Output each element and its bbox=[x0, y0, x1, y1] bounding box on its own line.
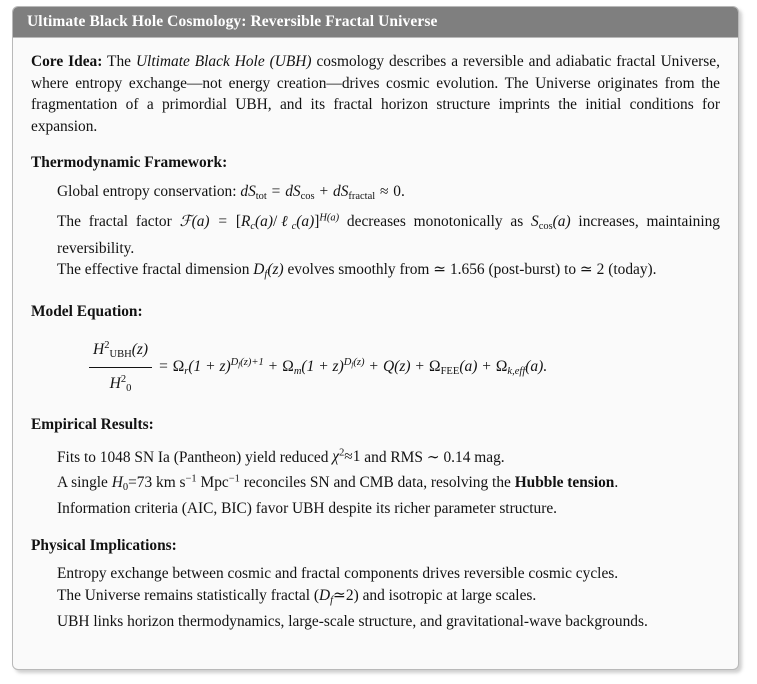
omega-k-symbol: Ω bbox=[495, 357, 508, 375]
H-unit-mpc: Mpc bbox=[196, 473, 229, 491]
exp1-D: D bbox=[230, 356, 239, 368]
empirical-line2-mid: reconciles SN and CMB data, resolving the bbox=[239, 473, 515, 491]
physical-line-3: UBH links horizon thermodynamics, large-scale structure, and gravitational-wave backgrounds. bbox=[57, 613, 648, 631]
omega-fee-subscript: FEE bbox=[440, 365, 460, 377]
exponent-2 bbox=[344, 357, 365, 368]
spacer bbox=[31, 399, 720, 414]
num-argument: (z) bbox=[131, 340, 149, 358]
spacer bbox=[31, 520, 720, 535]
chi-exponent: 2 bbox=[339, 447, 345, 459]
empirical-line2-post: . bbox=[614, 473, 619, 491]
thermo-line-1 bbox=[57, 181, 720, 208]
thermo-line2-math: ℱ(a) = $[R_c(a)/\ell_c(a)]^{H(a)}$ bbox=[179, 211, 340, 233]
empirical-line1-mid: and RMS bbox=[360, 448, 427, 466]
spacer bbox=[31, 322, 720, 335]
section-heading-empirical-results: Empirical Results: bbox=[31, 416, 154, 434]
fractal-dimension-value bbox=[319, 587, 354, 604]
hubble-tension-bold: Hubble tension bbox=[514, 473, 615, 491]
den-subscript: 0 bbox=[126, 382, 132, 394]
thermodynamic-list bbox=[57, 181, 720, 286]
den-H: H bbox=[109, 374, 121, 392]
thermo-line-3 bbox=[57, 259, 720, 286]
term-omega-r bbox=[173, 358, 264, 375]
spacer bbox=[31, 556, 720, 563]
exp2-sub: f bbox=[351, 361, 354, 370]
thermo-line2-mid: decreases monotonically as bbox=[339, 212, 531, 230]
rms-value: ∼ 0.14 bbox=[426, 448, 471, 466]
thermo-line2-pre: The fractal factor bbox=[57, 212, 180, 230]
omega-k-subscript: k,eff bbox=[507, 365, 526, 377]
thermo-line3-value-2: ≃ 2 bbox=[579, 261, 605, 279]
fraction-denominator bbox=[106, 368, 136, 399]
equation-fraction bbox=[89, 335, 152, 399]
H-unit-exp-2: −1 bbox=[228, 472, 240, 484]
core-idea-label: Core Idea: bbox=[31, 53, 103, 70]
physical-list bbox=[57, 563, 720, 633]
num-subscript: UBH bbox=[109, 349, 132, 361]
thermo-line2-math-2: $S_{cos}(a)$ bbox=[531, 212, 571, 233]
exp1-sub: f bbox=[238, 361, 241, 370]
empirical-line-2 bbox=[57, 468, 720, 498]
omega-k-arg: (a). bbox=[525, 357, 548, 375]
exponent-1 bbox=[231, 357, 264, 368]
omega-m-subscript: m bbox=[293, 365, 302, 377]
H-subscript: 0 bbox=[122, 481, 129, 493]
plus-2: + bbox=[369, 357, 379, 375]
model-equation-display bbox=[31, 335, 720, 399]
section-heading-model-equation: Model Equation: bbox=[31, 302, 143, 320]
thermo-line3-mid: evolves smoothly from bbox=[283, 261, 434, 279]
hubble-constant-value bbox=[112, 474, 240, 491]
core-idea-text-1: The bbox=[107, 53, 136, 70]
physical-line2-post: ) and isotropic at large scales. bbox=[353, 586, 537, 604]
H-value: =73 km s bbox=[128, 473, 186, 491]
thermo-line2-post: increases, maintaining reversibility. bbox=[57, 212, 720, 257]
D-symbol: D bbox=[318, 586, 331, 604]
term-omega-fee bbox=[429, 358, 477, 375]
one-plus-z-2: (1 + z) bbox=[301, 357, 344, 375]
equation-right-side bbox=[158, 352, 547, 382]
term-Q: Q(z) bbox=[382, 357, 411, 375]
empirical-line1-pre: Fits to 1048 SN Ia (Pantheon) yield reduced bbox=[57, 448, 333, 466]
equals-sign: = bbox=[159, 357, 168, 375]
spacer bbox=[31, 174, 720, 181]
term-omega-m bbox=[282, 358, 364, 375]
den-exponent: 2 bbox=[120, 373, 127, 385]
omega-r-subscript: r bbox=[184, 365, 189, 377]
thermo-line1-math: $dS_{tot} = dS_{cos} + dS_{fractal} \approx 0$. bbox=[240, 182, 405, 202]
box-title-text: Ultimate Black Hole Cosmology: Reversible Fractal Universe bbox=[27, 13, 438, 31]
term-omega-keff bbox=[496, 358, 547, 375]
spacer bbox=[31, 436, 720, 443]
exp2-arg: (z) bbox=[353, 356, 365, 368]
thermo-line3-math: $D_f(z)$ bbox=[253, 261, 284, 281]
omega-fee-symbol: Ω bbox=[429, 357, 441, 375]
empirical-line-1 bbox=[57, 443, 720, 468]
box-title-bar bbox=[13, 7, 738, 38]
physical-line-1: Entropy exchange between cosmic and fractal components drives reversible cosmic cycles. bbox=[57, 565, 619, 583]
num-H: H bbox=[93, 340, 105, 358]
omega-r-symbol: Ω bbox=[172, 357, 185, 375]
thermo-line-2 bbox=[57, 207, 720, 259]
spacer bbox=[31, 137, 720, 152]
thermo-line3-mid-2: (post-burst) to bbox=[484, 261, 580, 279]
empirical-line-3: Information criteria (AIC, BIC) favor UBH despite its richer parameter structure. bbox=[57, 500, 558, 518]
plus-4: + bbox=[482, 357, 492, 375]
section-heading-thermodynamic: Thermodynamic Framework: bbox=[31, 154, 228, 171]
model-equation bbox=[89, 335, 547, 399]
physical-line-2 bbox=[57, 585, 720, 612]
empirical-list bbox=[57, 443, 720, 520]
empirical-line2-pre: A single bbox=[57, 473, 112, 491]
omega-m-symbol: Ω bbox=[282, 357, 294, 375]
one-plus-z-1: (1 + z) bbox=[188, 357, 231, 375]
exp2-D: D bbox=[343, 356, 352, 368]
D-subscript: f bbox=[330, 594, 334, 606]
core-idea-emphasis: Ultimate Black Hole (UBH) bbox=[135, 53, 312, 70]
thermo-line1-pre: Global entropy conservation: bbox=[57, 182, 241, 200]
D-simeq-value: ≃2 bbox=[333, 586, 354, 604]
rms-unit: mag. bbox=[470, 448, 505, 466]
omega-fee-arg: (a) bbox=[459, 357, 478, 375]
H-unit-exp-1: −1 bbox=[185, 472, 197, 484]
exp1-arg: (z)+1 bbox=[240, 356, 264, 368]
chi-approx: ≈1 bbox=[344, 448, 361, 466]
thermo-line3-value-1: ≃ 1.656 bbox=[433, 261, 485, 279]
chi-squared bbox=[332, 448, 360, 465]
plus-3: + bbox=[415, 357, 425, 375]
H-symbol: H bbox=[111, 473, 123, 491]
thermo-line3-post: (today). bbox=[604, 261, 657, 279]
core-idea-paragraph bbox=[31, 51, 720, 137]
fraction-numerator bbox=[89, 335, 152, 366]
num-exponent: 2 bbox=[104, 340, 110, 352]
plus-1: + bbox=[268, 357, 278, 375]
box-body bbox=[13, 38, 738, 643]
thermo-line3-pre: The effective fractal dimension bbox=[57, 261, 254, 279]
highlight-box bbox=[12, 6, 739, 670]
physical-line2-pre: The Universe remains statistically fractal ( bbox=[57, 586, 319, 604]
section-heading-physical-implications: Physical Implications: bbox=[31, 536, 177, 554]
chi-symbol: χ bbox=[332, 448, 340, 466]
spacer bbox=[31, 286, 720, 301]
core-idea-text-2: cosmology describes a reversible and adiabatic fractal Universe, where entropy exchange—not energy creation—drives cosmic evolution. The Universe originates from the fragmentation of a primordial UBH, and its fractal horizon structure imprints the initial conditions for expansion. bbox=[31, 53, 720, 135]
